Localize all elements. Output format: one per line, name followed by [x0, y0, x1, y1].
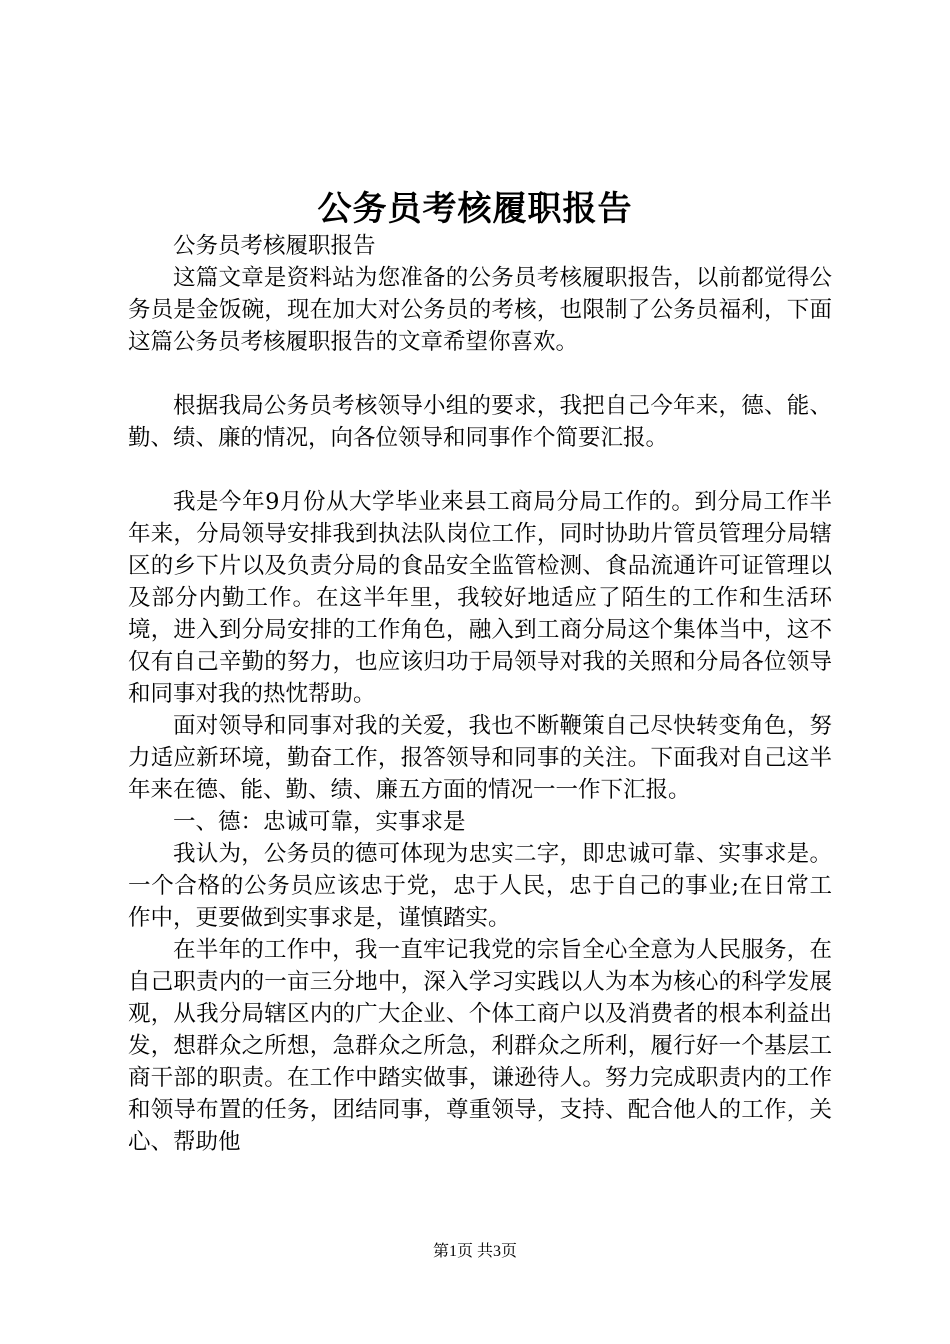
page-footer: 第1页 共3页: [432, 1243, 517, 1260]
section-heading-de: 一、德：忠诚可靠，实事求是: [173, 809, 466, 835]
paragraph-intro: 这篇文章是资料站为您准备的公务员考核履职报告，以前都觉得公务员是金饭碗，现在加大对公务员的考核，也限制了公务员福利，下面这篇公务员考核履职报告的文章希望你喜欢。: [128, 265, 832, 355]
paragraph-subtitle: 公务员考核履职报告: [173, 233, 376, 259]
paragraph-de-practice: 在半年的工作中，我一直牢记我党的宗旨全心全意为人民服务，在自己职责内的一亩三分地中，深入学习实践以人为本为核心的科学发展观，从我分局辖区内的广大企业、个体工商户以及消费者的根本利益出发，想群众之所想，急群众之所急，利群众之所利，履行好一个基层工商干部的职责。在工作中踏实做事，谦逊待人。努力完成职责内的工作和领导布置的任务，团结同事，尊重领导，支持、配合他人的工作，关心、帮助他: [128, 937, 832, 1155]
paragraph-self-motivation: 面对领导和同事对我的关爱，我也不断鞭策自己尽快转变角色，努力适应新环境，勤奋工作，报答领导和同事的关注。下面我对自己这半年来在德、能、勤、绩、廉五方面的情况一一作下汇报。: [128, 713, 832, 803]
paragraph-report-basis: 根据我局公务员考核领导小组的要求，我把自己今年来，德、能、勤、绩、廉的情况，向各位领导和同事作个简要汇报。: [128, 393, 832, 451]
paragraph-de-definition: 我认为，公务员的德可体现为忠实二字，即忠诚可靠、实事求是。一个合格的公务员应该忠于党，忠于人民，忠于自己的事业;在日常工作中，更要做到实事求是，谨慎踏实。: [128, 841, 832, 931]
document-title: 公务员考核履职报告: [317, 189, 633, 229]
document-body: [128, 230, 832, 1158]
paragraph-work-background: 我是今年9月份从大学毕业来县工商局分局工作的。到分局工作半年来，分局领导安排我到执法队岗位工作，同时协助片管员管理分局辖区的乡下片以及负责分局的食品安全监管检测、食品流通许可证管理以及部分内勤工作。在这半年里，我较好地适应了陌生的工作和生活环境，进入到分局安排的工作角色，融入到工商分局这个集体当中，这不仅有自己辛勤的努力，也应该归功于局领导对我的关照和分局各位领导和同事对我的热忱帮助。: [128, 489, 832, 707]
